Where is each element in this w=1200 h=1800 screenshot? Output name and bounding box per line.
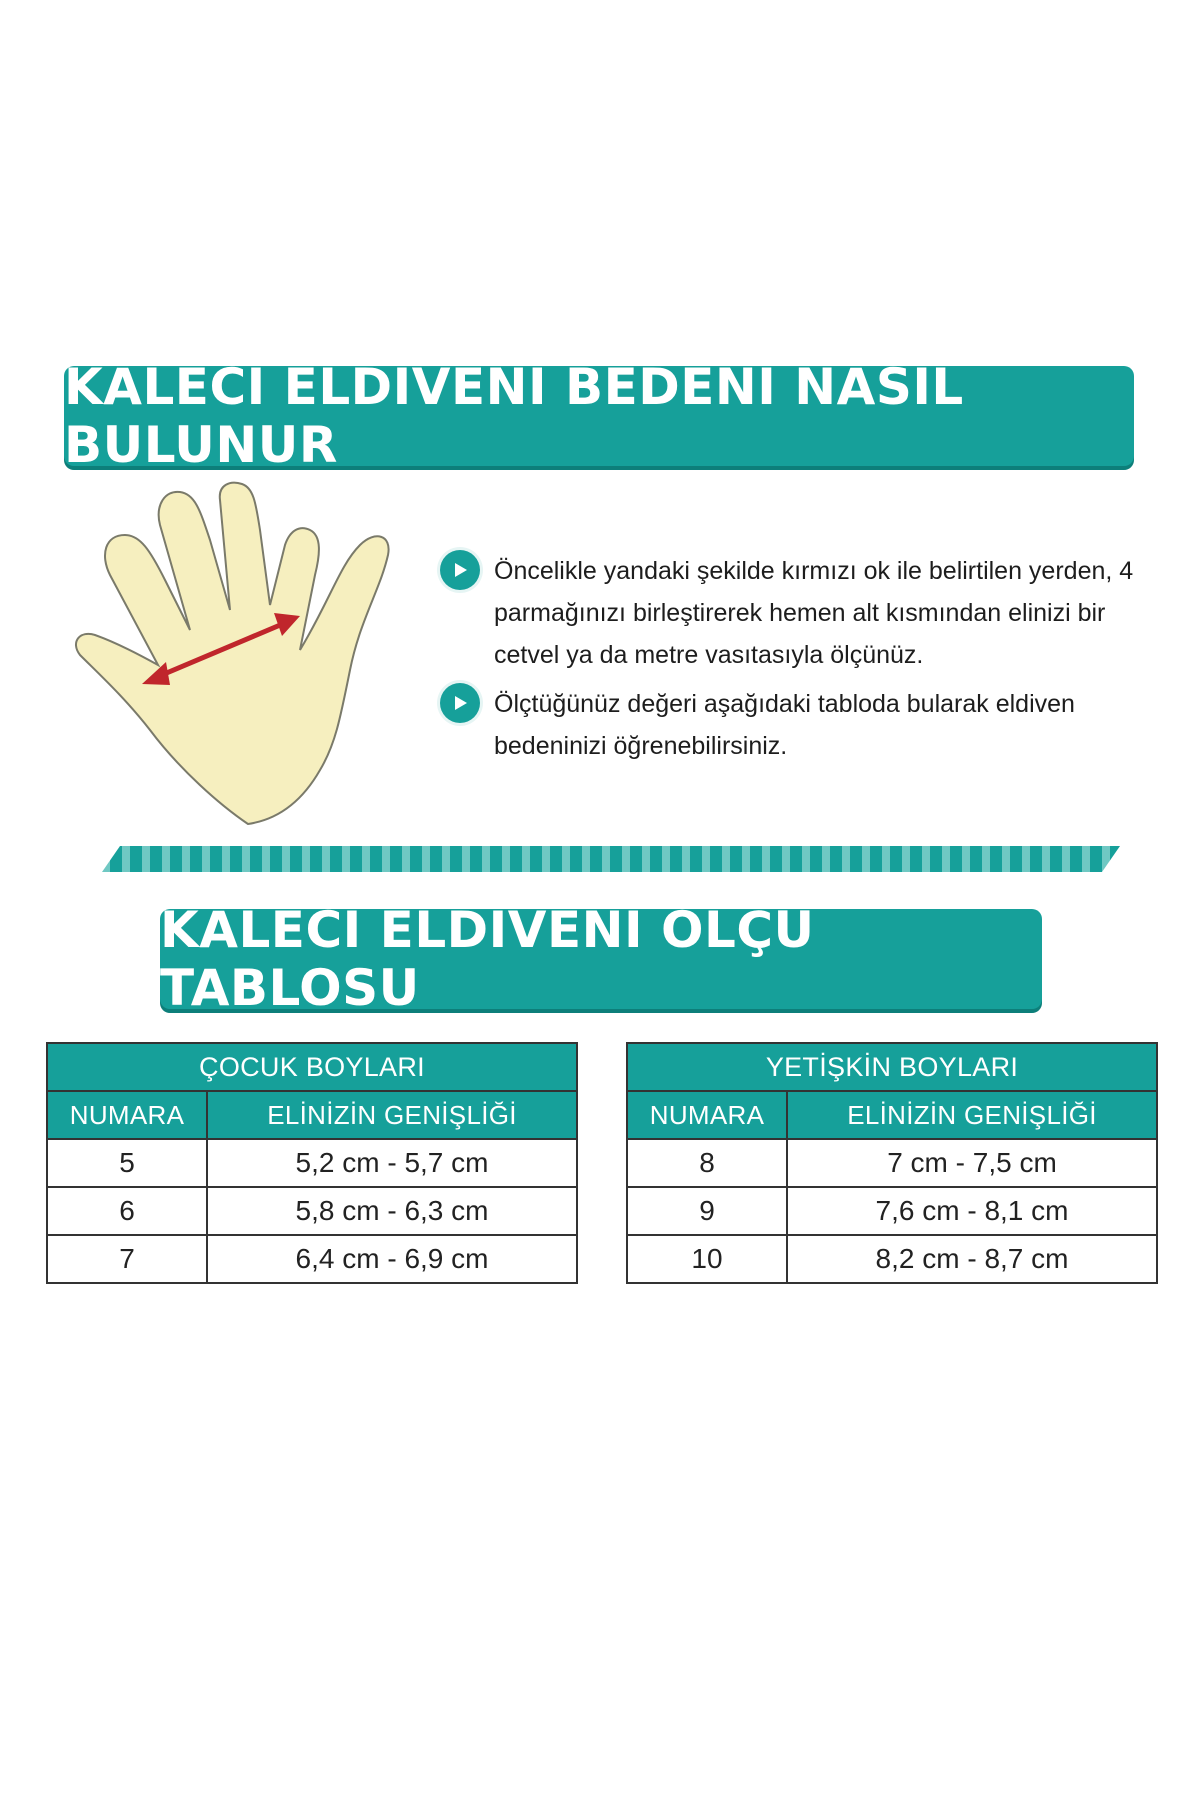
child-group-header: ÇOCUK BOYLARI — [47, 1043, 577, 1091]
step-2 — [440, 683, 1174, 767]
adult-group-header: YETİŞKİN BOYLARI — [627, 1043, 1157, 1091]
step-2-text: Ölçtüğünüz değeri aşağıdaki tabloda bularak eldiven bedeninizi öğrenebilirsiniz. — [494, 690, 1075, 760]
step-1 — [440, 550, 1174, 676]
adult-size-table — [626, 1042, 1158, 1284]
adult-col-number: NUMARA — [627, 1091, 787, 1139]
child-width-cell: 6,4 cm - 6,9 cm — [207, 1235, 577, 1283]
adult-width-cell: 8,2 cm - 8,7 cm — [787, 1235, 1157, 1283]
table-row — [627, 1187, 1157, 1235]
child-number-cell: 7 — [47, 1235, 207, 1283]
step-1-text: Öncelikle yandaki şekilde kırmızı ok ile belirtilen yerden, 4 parmağınızı birleştirerek hemen alt kısmından elinizi bir cetvel ya da metre vasıtasıyla ölçünüz. — [494, 557, 1134, 669]
adult-number-cell: 9 — [627, 1187, 787, 1235]
table-row — [627, 1235, 1157, 1283]
play-icon — [440, 550, 480, 590]
striped-divider — [90, 846, 1120, 872]
adult-number-cell: 8 — [627, 1139, 787, 1187]
child-col-number: NUMARA — [47, 1091, 207, 1139]
adult-width-cell: 7 cm - 7,5 cm — [787, 1139, 1157, 1187]
adult-width-cell: 7,6 cm - 8,1 cm — [787, 1187, 1157, 1235]
table-row — [47, 1187, 577, 1235]
how-to-title: KALECİ ELDİVENİ BEDENİ NASIL BULUNUR — [64, 358, 964, 474]
adult-number-cell: 10 — [627, 1235, 787, 1283]
child-number-cell: 5 — [47, 1139, 207, 1187]
adult-col-width: ELİNİZİN GENİŞLİĞİ — [787, 1091, 1157, 1139]
child-size-table — [46, 1042, 578, 1284]
child-width-cell: 5,8 cm - 6,3 cm — [207, 1187, 577, 1235]
size-chart-banner — [160, 901, 1042, 1017]
child-col-width: ELİNİZİN GENİŞLİĞİ — [207, 1091, 577, 1139]
table-row — [47, 1139, 577, 1187]
child-number-cell: 6 — [47, 1187, 207, 1235]
table-row — [47, 1235, 577, 1283]
hand-illustration — [70, 480, 410, 830]
play-icon — [440, 683, 480, 723]
how-to-banner — [64, 358, 1134, 474]
table-row — [627, 1139, 1157, 1187]
child-width-cell: 5,2 cm - 5,7 cm — [207, 1139, 577, 1187]
size-chart-title: KALECİ ELDİVENİ ÖLÇÜ TABLOSU — [160, 901, 815, 1017]
